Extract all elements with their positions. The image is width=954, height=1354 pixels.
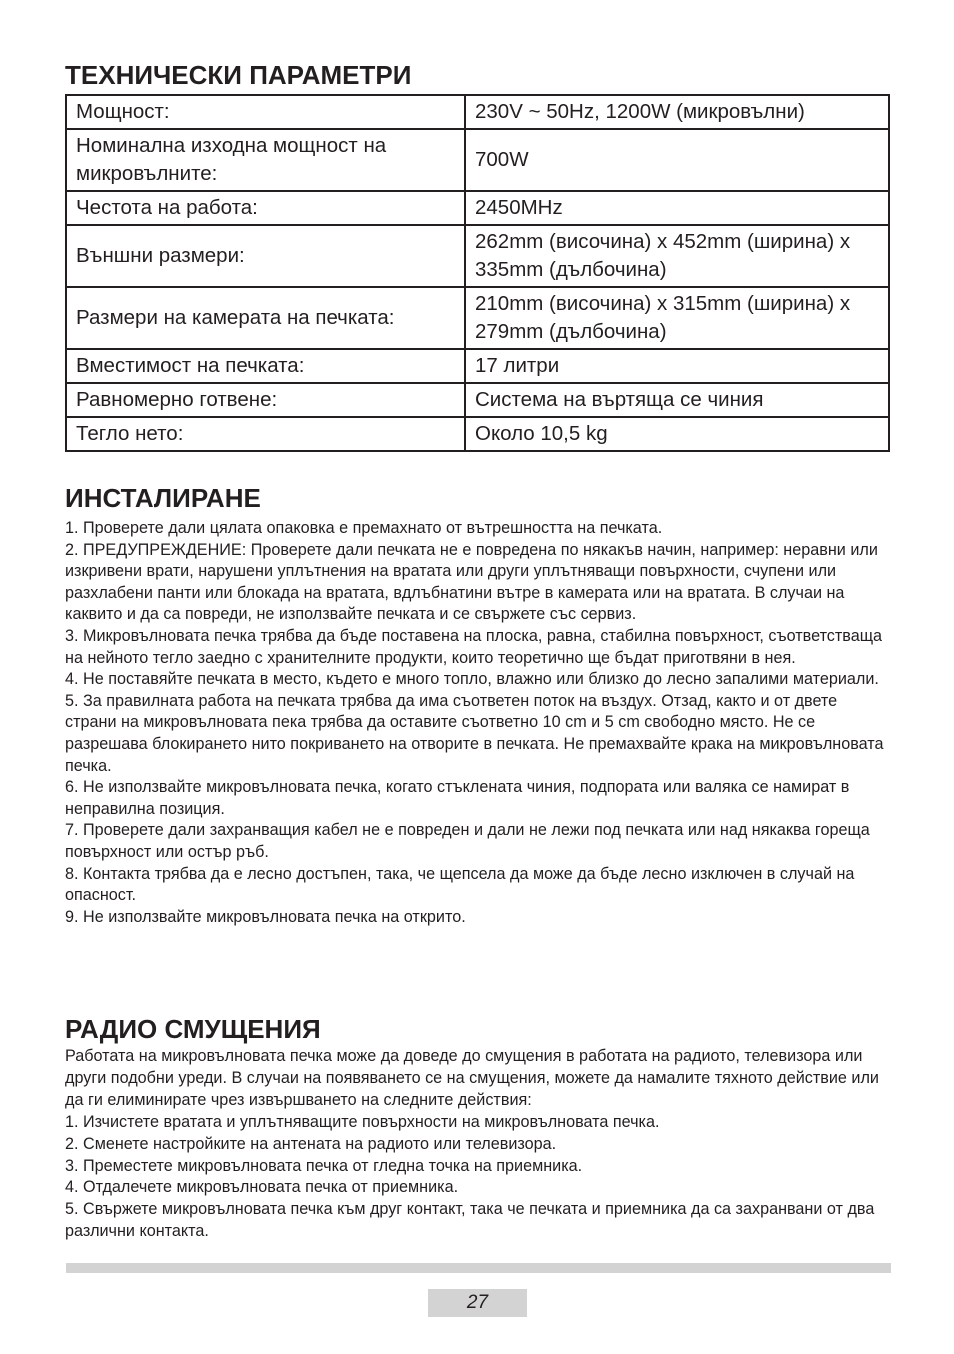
- spec-value: 17 литри: [465, 349, 889, 383]
- section-title-radio-interference: РАДИО СМУЩЕНИЯ: [65, 1014, 321, 1044]
- section-title-technical-parameters: ТЕХНИЧЕСКИ ПАРАМЕТРИ: [65, 60, 412, 90]
- spec-key: Вместимост на печката:: [66, 349, 465, 383]
- list-item: 2. Сменете настройките на антената на радиото или телевизора.: [65, 1134, 557, 1153]
- list-item: 2. ПРЕДУПРЕЖДЕНИЕ: Проверете дали печката не е повредена по някакъв начин, например: неравни или изкривени врати, нарушени уплътнения на вратата или други уплътняващи повърхности, счупени или разхлабени панти или блокада на вратата, вдлъбнатини вътре в камерата или на вратата. В случаи на каквито и да са повреди, не използвайте печката и се свържете със сервиз.: [65, 540, 878, 624]
- list-item: 8. Контакта трябва да е лесно достъпен, така, че щепсела да може да бъде лесно изключен в случай на опасност.: [65, 864, 855, 905]
- spec-key: Номинална изходна мощност на микровълните:: [66, 129, 465, 191]
- spec-key: Мощност:: [66, 95, 465, 129]
- list-item: 7. Проверете дали захранващия кабел не е повреден и дали не лежи под печката или над някаква гореща повърхност или остър ръб.: [65, 821, 870, 861]
- list-item: 9. Не използвайте микровълновата печка на открито.: [65, 907, 466, 926]
- list-item: 3. Преместете микровълновата печка от гледна точка на приемника.: [65, 1156, 583, 1175]
- list-item: 4. Отдалечете микровълновата печка от приемника.: [65, 1178, 459, 1197]
- table-row: [66, 191, 889, 225]
- radio-intro: Работата на микровълновата печка може да доведе до смущения в работата на радиото, телевизора или други подобни уреди. В случаи на появяването се на смущения, можете да намалите тяхното действие или да ги елиминирате чрез извършването на следните действия:: [65, 1047, 879, 1109]
- table-row: [66, 349, 889, 383]
- spec-value: 2450MHz: [465, 191, 889, 225]
- radio-interference-text: [65, 1046, 890, 1243]
- table-row: [66, 287, 889, 349]
- spec-key: Външни размери:: [66, 225, 465, 287]
- list-item: 5. За правилната работа на печката трябва да има съответен поток на въздух. Отзад, както и от двете страни на микровълновата пека трябва да оставите съответно 10 cm и 5 cm свободно място. Не се разрешава блокирането нито покриването на отворите в печката. Не премахвайте крака на микровълновата печка.: [65, 691, 884, 775]
- installation-list: [65, 518, 890, 928]
- table-row: [66, 417, 889, 451]
- section-title-installation: ИНСТАЛИРАНЕ: [65, 483, 261, 513]
- table-row: [66, 383, 889, 417]
- spec-table: [65, 94, 890, 452]
- spec-value: Около 10,5 kg: [465, 417, 889, 451]
- list-item: 6. Не използвайте микровълновата печка, когато стъклената чиния, подпората или валяка се намират в неправилна позиция.: [65, 778, 850, 818]
- list-item: 1. Проверете дали цялата опаковка е премахнато от вътрешността на печката.: [65, 519, 663, 537]
- spec-value: 262mm (височина) x 452mm (ширина) x 335mm (дълбочина): [465, 225, 889, 287]
- table-row: [66, 225, 889, 287]
- spec-value: 210mm (височина) x 315mm (ширина) x 279mm (дълбочина): [465, 287, 889, 349]
- spec-value: 700W: [465, 129, 889, 191]
- list-item: 5. Свържете микровълновата печка към друг контакт, така че печката и приемника да са захранвани от два различни контакта.: [65, 1200, 875, 1241]
- spec-value: Система на въртяща се чиния: [465, 383, 889, 417]
- table-row: [66, 95, 889, 129]
- spec-key: Равномерно готвене:: [66, 383, 465, 417]
- spec-key: Честота на работа:: [66, 191, 465, 225]
- list-item: 3. Микровълновата печка трябва да бъде поставена на плоска, равна, стабилна повърхност, съответстваща на нейното тегло заедно с хранителните продукти, които теоретично ще бъдат приготвяни в нея.: [65, 626, 883, 667]
- list-item: 4. Не поставяйте печката в место, където е много топло, влажно или близко до лесно запалими материали.: [65, 670, 879, 689]
- table-row: [66, 129, 889, 191]
- spec-key: Размери на камерата на печката:: [66, 287, 465, 349]
- list-item: 1. Изчистете вратата и уплътняващите повърхности на микровълновата печка.: [65, 1112, 660, 1131]
- footer-divider: [66, 1263, 891, 1273]
- page-number: 27: [428, 1289, 527, 1317]
- spec-value: 230V ~ 50Hz, 1200W (микровълни): [465, 95, 889, 129]
- spec-key: Тегло нето:: [66, 417, 465, 451]
